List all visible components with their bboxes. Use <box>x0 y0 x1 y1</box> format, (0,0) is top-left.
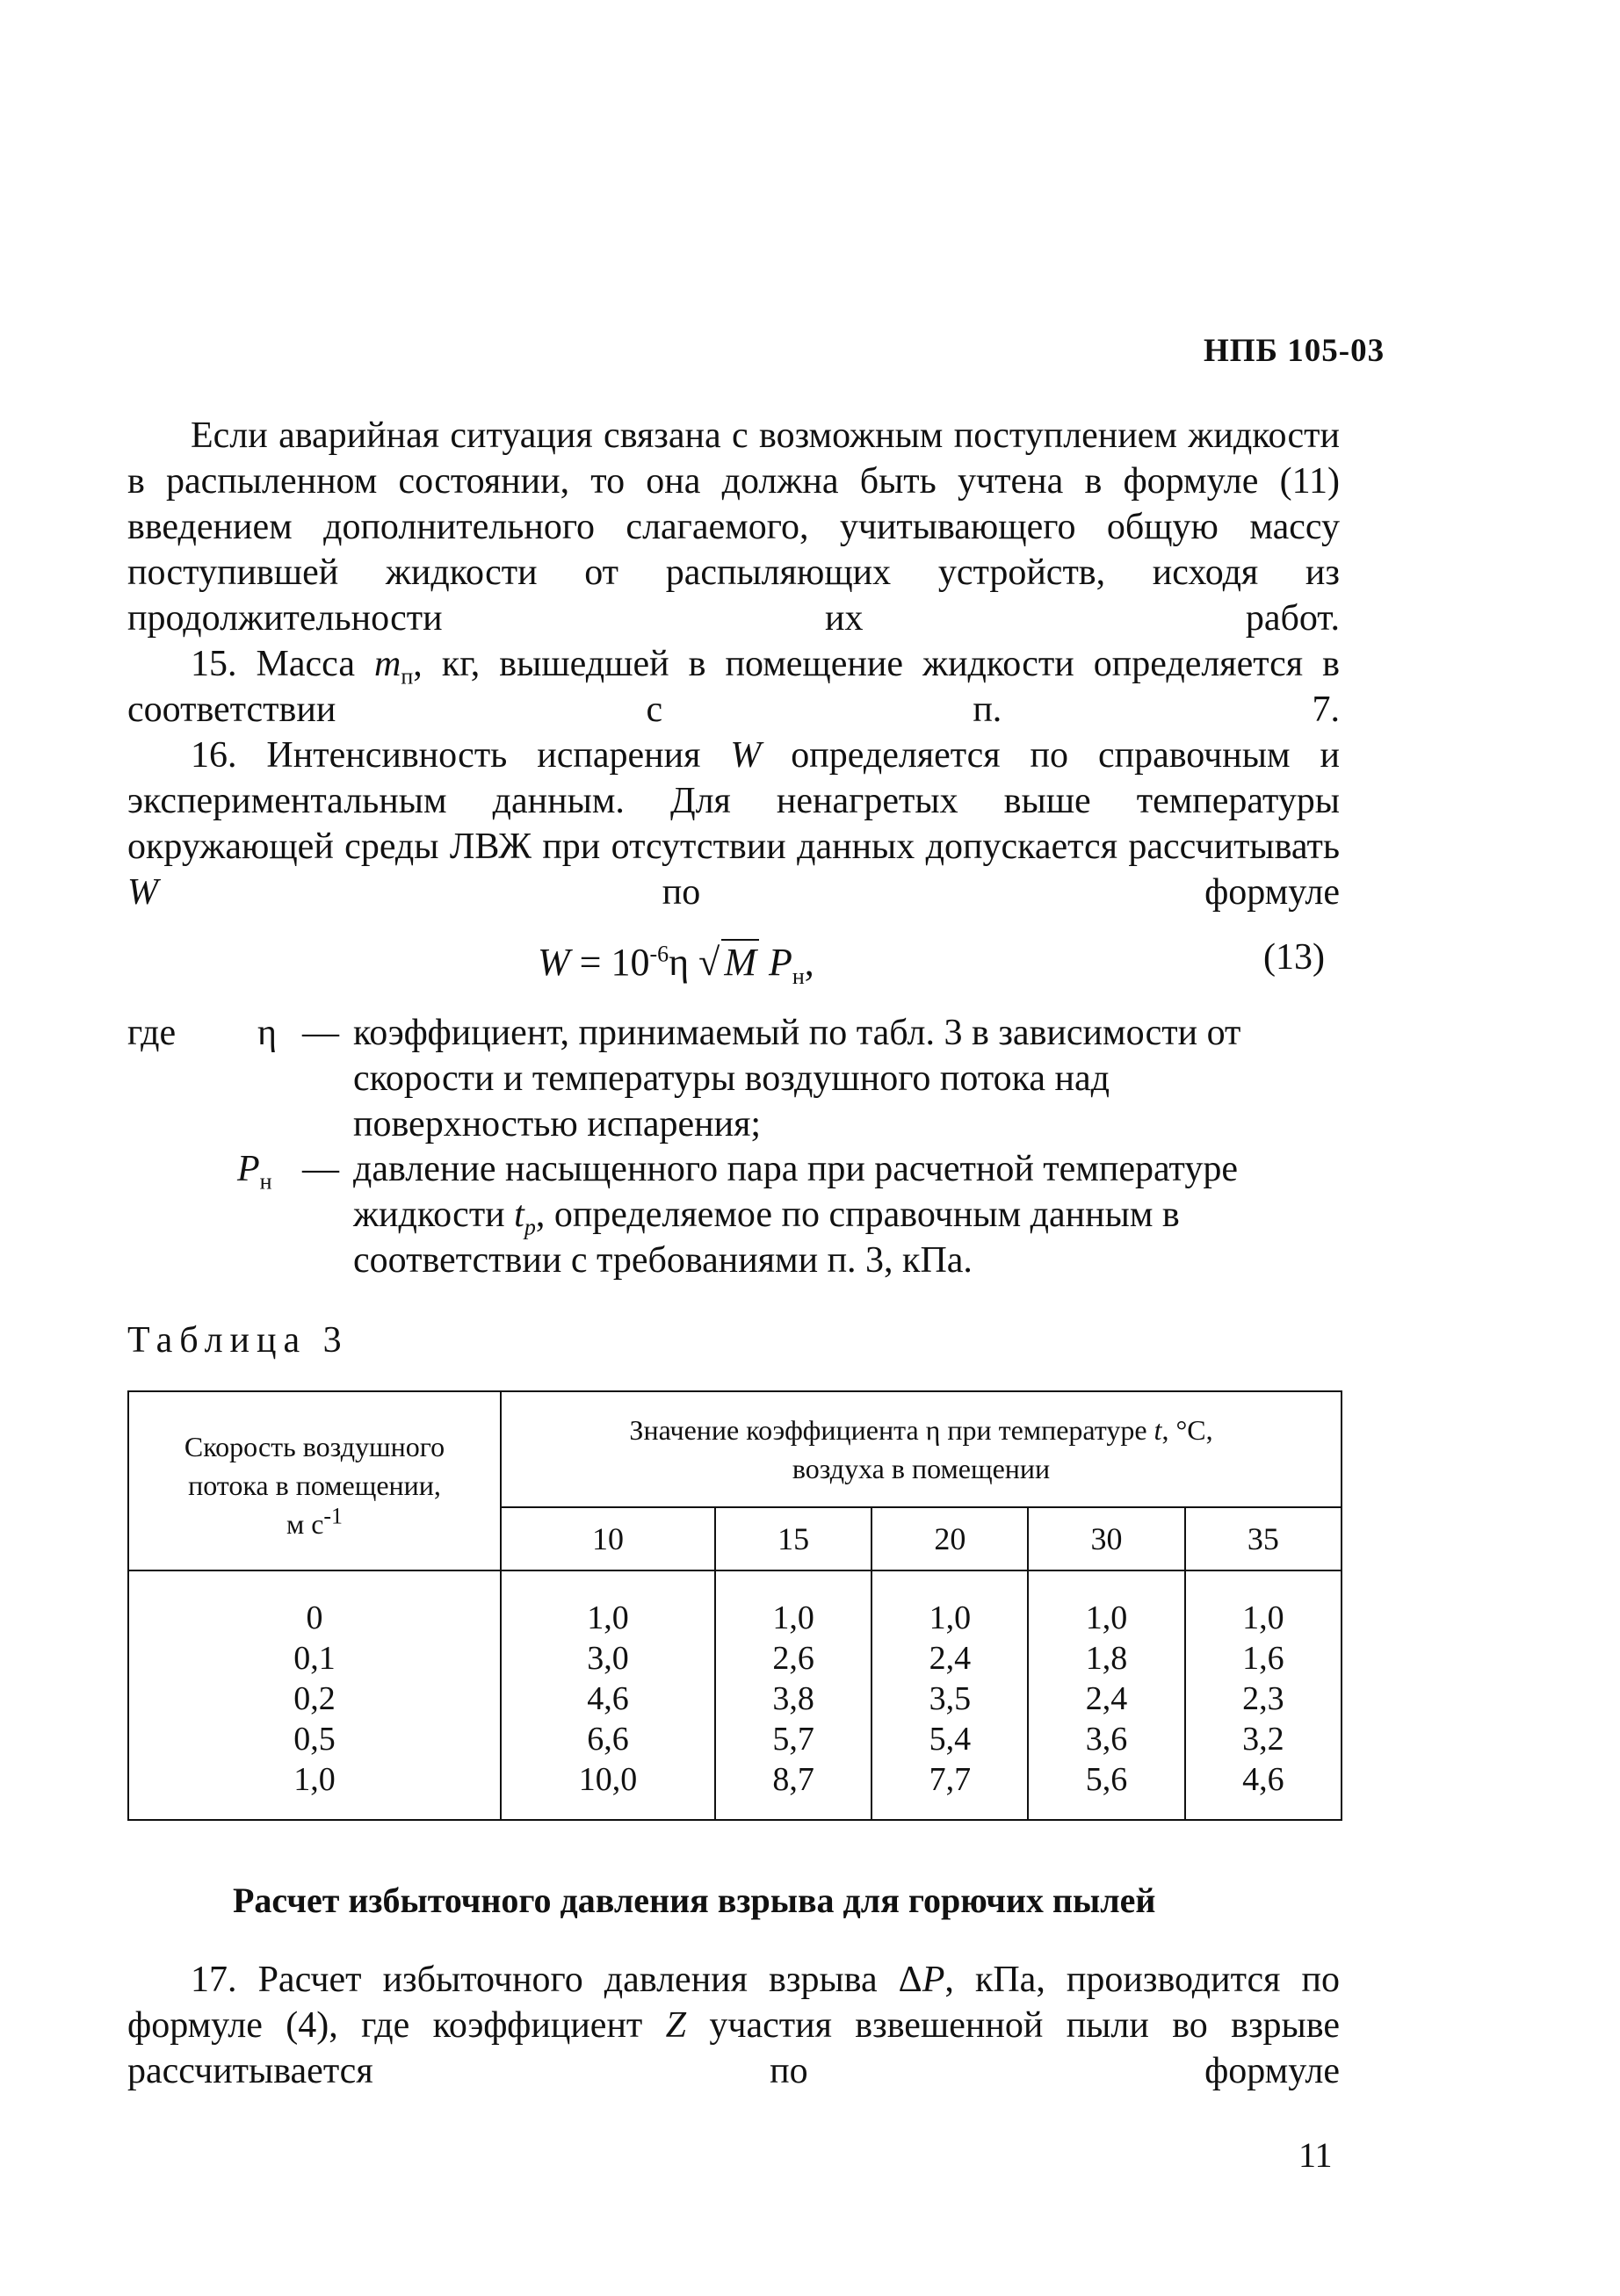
formula-eq: = 10 <box>569 941 650 984</box>
paragraph-liquid-spray <box>127 413 1340 641</box>
def-p-dash: — <box>302 1149 339 1189</box>
def-p-text-2: , определяемое по справочным данным в соответствии с требованиями п. 3, кПа. <box>353 1195 1180 1281</box>
formula-13 <box>538 940 814 989</box>
def-p-sub: н <box>259 1168 272 1195</box>
table-header-speed <box>128 1391 501 1570</box>
document-code-header: НПБ 105-03 <box>1204 333 1385 369</box>
coef-value: 1,0 <box>929 1599 972 1636</box>
def-eta-text <box>353 1010 1342 1147</box>
p17-symbol-p: P <box>922 1960 945 2000</box>
coef-value: 4,6 <box>1242 1761 1284 1798</box>
coef-value: 6,6 <box>587 1721 629 1758</box>
paragraph-16 <box>127 733 1340 915</box>
coef-column-10 <box>501 1570 715 1820</box>
coef-header-t: t <box>1154 1414 1162 1446</box>
coef-value: 1,0 <box>772 1599 814 1636</box>
section-title: Расчет избыточного давления взрыва для горючих пылей <box>233 1881 1156 1920</box>
coef-header-text-b: , °С, <box>1161 1414 1213 1446</box>
speed-values-column <box>128 1570 501 1820</box>
temp-header-20: 20 <box>871 1507 1028 1570</box>
formula-eta: η <box>669 941 690 984</box>
def-eta-sym: η <box>257 1013 277 1053</box>
coef-value: 8,7 <box>772 1761 814 1798</box>
speed-unit-exp: -1 <box>323 1503 344 1529</box>
coef-value: 2,4 <box>1085 1680 1128 1717</box>
p17-text-1: 17. Расчет избыточного давления взрыва Δ <box>191 1960 922 2000</box>
coef-value: 3,6 <box>1085 1721 1128 1758</box>
page-number: 11 <box>1298 2135 1333 2175</box>
coef-value: 4,6 <box>587 1680 629 1717</box>
paragraph-15 <box>127 641 1340 733</box>
speed-header-line-3 <box>130 1505 499 1543</box>
formula-exponent: -6 <box>649 941 669 967</box>
formula-p: P <box>768 941 792 984</box>
table-header-coefficient <box>501 1391 1342 1507</box>
formula-p-sub: н <box>792 963 805 989</box>
coefficient-table <box>127 1390 1342 1821</box>
p16-text-1: 16. Интенсивность испарения <box>191 735 731 776</box>
speed-value: 0 <box>306 1599 323 1636</box>
coef-value: 3,0 <box>587 1640 629 1677</box>
p17-text-2: , кПа, производится по формуле (4), где коэффициент <box>127 1960 1340 2046</box>
coef-header-text-a: Значение коэффициента η при температуре <box>629 1414 1154 1446</box>
where-label: где <box>127 1013 177 1053</box>
temp-header-35: 35 <box>1185 1507 1342 1570</box>
speed-value: 0,5 <box>293 1721 336 1758</box>
temp-header-30: 30 <box>1028 1507 1184 1570</box>
coef-value: 2,4 <box>929 1640 972 1677</box>
coef-column-20 <box>871 1570 1028 1820</box>
equation-number: (13) <box>1263 937 1325 978</box>
def-p-text <box>353 1146 1342 1283</box>
coef-value: 1,0 <box>1242 1599 1284 1636</box>
def-p-t-symbol: t <box>514 1195 524 1235</box>
def-p-t-sub: р <box>524 1214 536 1240</box>
coef-value: 1,0 <box>1085 1599 1128 1636</box>
p15-symbol: m <box>374 644 401 684</box>
speed-value: 0,2 <box>293 1680 336 1717</box>
p17-symbol-z: Z <box>665 2005 686 2046</box>
p16-symbol-w-2: W <box>127 872 158 913</box>
p16-text-3: по формуле <box>158 872 1340 913</box>
temp-header-15: 15 <box>715 1507 871 1570</box>
coef-value: 5,7 <box>772 1721 814 1758</box>
formula-lhs: W <box>538 941 570 984</box>
def-p-symbol <box>237 1148 272 1195</box>
coef-column-30 <box>1028 1570 1184 1820</box>
coef-value: 5,4 <box>929 1721 972 1758</box>
def-eta-symbol <box>257 1012 277 1054</box>
def-eta-dash: — <box>302 1013 339 1053</box>
speed-value: 1,0 <box>293 1761 336 1798</box>
formula-sqrt-arg: M <box>721 939 759 984</box>
speed-header-line-2: потока в помещении, <box>188 1469 441 1501</box>
coef-value: 3,5 <box>929 1680 972 1717</box>
def-p-text-1: давление насыщенного пара при расчетной температуре жидкости <box>353 1149 1238 1235</box>
coef-column-15 <box>715 1570 871 1820</box>
paragraph-17 <box>127 1957 1340 2094</box>
coef-value: 2,3 <box>1242 1680 1284 1717</box>
coef-value: 10,0 <box>578 1761 638 1798</box>
coef-value: 3,2 <box>1242 1721 1284 1758</box>
coef-header-line-2: воздуха в помещении <box>792 1453 1051 1484</box>
temp-header-10: 10 <box>501 1507 715 1570</box>
p16-text-2: определяется по справочным и экспериментальным данным. Для ненагретых выше температуры окружающей среды ЛВЖ при отсутствии данных допускается рассчитывать <box>127 735 1340 867</box>
def-eta-description: коэффициент, принимаемый по табл. 3 в зависимости от скорости и температуры воздушного потока над поверхностью испарения; <box>353 1013 1241 1144</box>
p15-subscript: п <box>401 663 414 690</box>
coef-value: 1,0 <box>587 1599 629 1636</box>
p15-rest: , кг, вышедшей в помещение жидкости определяется в соответствии с п. 7. <box>127 644 1340 730</box>
def-p-sym: P <box>237 1149 260 1189</box>
speed-header-line-1: Скорость воздушного <box>184 1431 445 1462</box>
coef-header-line-1 <box>503 1411 1340 1449</box>
paragraph-liquid-spray-text: Если аварийная ситуация связана с возможным поступлением жидкости в распыленном состоянии, то она должна быть учтена в формуле (11) введением дополнительного слагаемого, учитывающего общую массу поступившей жидкости от распыляющих устройств, исходя из продолжительности их работ. <box>127 415 1340 639</box>
sqrt-sign: √ <box>698 941 720 984</box>
speed-value: 0,1 <box>293 1640 336 1677</box>
p17-text-3: участия взвешенной пыли во взрыве рассчитывается по формуле <box>127 2005 1340 2091</box>
table-caption: Таблица 3 <box>127 1320 349 1361</box>
coef-value: 1,6 <box>1242 1640 1284 1677</box>
formula-tail: , <box>804 941 814 984</box>
coef-column-35 <box>1185 1570 1342 1820</box>
coef-value: 3,8 <box>772 1680 814 1717</box>
coef-value: 1,8 <box>1085 1640 1128 1677</box>
coef-value: 2,6 <box>772 1640 814 1677</box>
coef-value: 5,6 <box>1085 1761 1128 1798</box>
speed-unit: м с <box>286 1508 324 1540</box>
p15-prefix: 15. Масса <box>191 644 375 684</box>
p16-symbol-w: W <box>730 735 762 776</box>
coef-value: 7,7 <box>929 1761 972 1798</box>
